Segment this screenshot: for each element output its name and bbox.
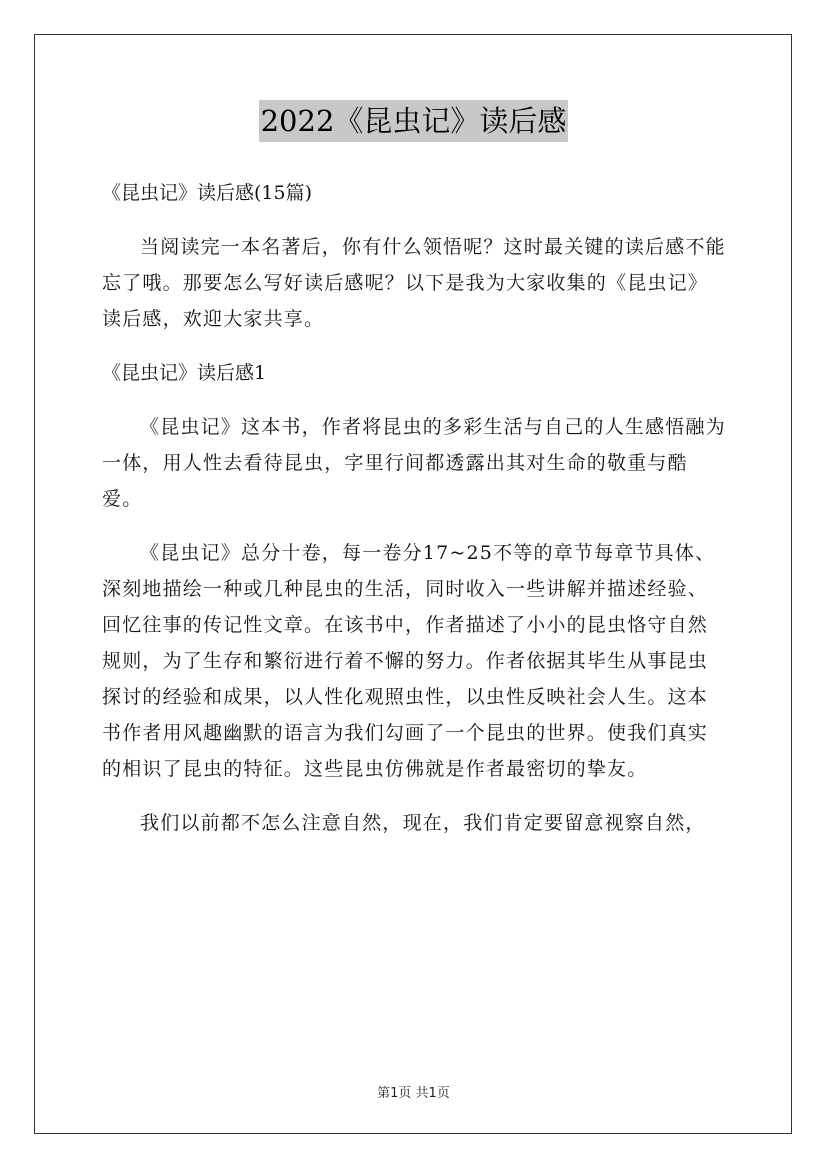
document-body (102, 175, 726, 841)
title-container (0, 100, 827, 142)
document-title: 2022《昆虫记》读后感 (259, 100, 569, 142)
document-subtitle: 《昆虫记》读后感(15篇) (102, 182, 313, 204)
body-paragraph: 我们以前都不怎么注意自然，现在，我们肯定要留意视察自然， (140, 812, 706, 834)
section-heading: 《昆虫记》读后感1 (102, 362, 267, 384)
body-paragraph: 《昆虫记》总分十卷，每一卷分17~25不等的章节每章节具体、深刻地描绘一种或几种昆虫的生活，同时收入一些讲解并描述经验、回忆往事的传记性文章。在该书中，作者描述了小小的昆虫恪守自然规则，为了生存和繁衍进行着不懈的努力。作者依据其毕生从事昆虫探讨的经验和成果，以人性化观照虫性，以虫性反映社会人生。这本书作者用风趣幽默的语言为我们勾画了一个昆虫的世界。使我们真实的相识了昆虫的特征。这些昆虫仿佛就是作者最密切的挚友。 (102, 542, 716, 780)
intro-paragraph: 当阅读完一本名著后，你有什么领悟呢？这时最关键的读后感不能忘了哦。那要怎么写好读后感呢？以下是我为大家收集的《昆虫记》读后感，欢迎大家共享。 (102, 236, 726, 330)
body-paragraph: 《昆虫记》这本书，作者将昆虫的多彩生活与自己的人生感悟融为一体，用人性去看待昆虫，字里行间都透露出其对生命的敬重与酷爱。 (102, 416, 726, 510)
page-footer: 第1页 共1页 (377, 1086, 450, 1101)
